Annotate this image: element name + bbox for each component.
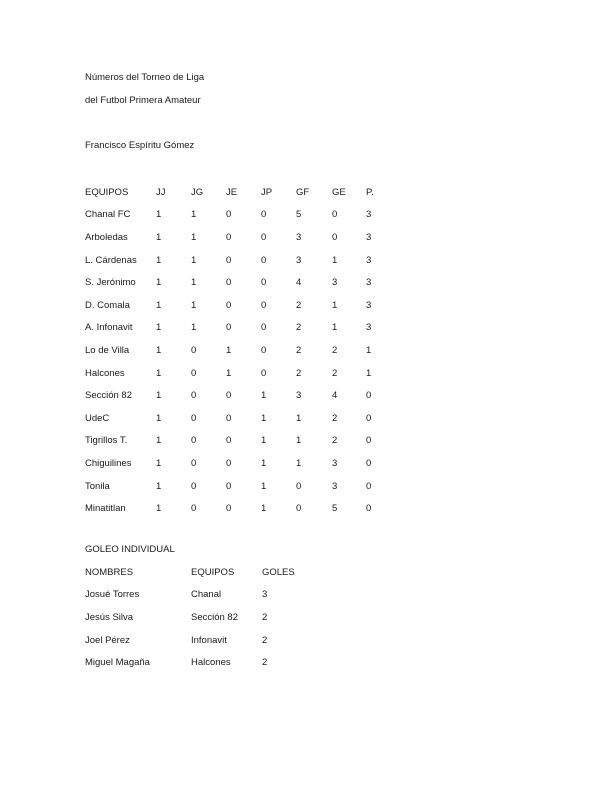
gf-cell: 2 [296,299,302,311]
ge-cell: 1 [332,254,338,266]
goleo-table [85,561,302,674]
team-name-cell: A. Infonavit [85,322,133,334]
jp-cell: 0 [261,254,267,266]
scorer-team-cell: Infonavit [191,634,227,646]
points-cell: 3 [366,254,372,266]
ge-cell: 0 [332,231,338,243]
col-header-je: JE [226,186,238,198]
jg-cell: 1 [191,277,197,289]
scorer-name-cell: Miguel Magaña [85,657,150,669]
standings-table [85,181,386,520]
document-author: Francisco Espíritu Gómez [85,140,195,151]
team-name-cell: Minatitlan [85,503,126,515]
jp-cell: 0 [261,367,267,379]
team-name-cell: UdeC [85,412,110,424]
table-row [85,339,386,362]
table-row [85,584,302,607]
table-row [85,606,302,629]
col-header-goles: GOLES [262,566,295,578]
col-header-jg: JG [191,186,204,198]
jg-cell: 0 [191,480,197,492]
gf-cell: 2 [296,344,302,356]
goals-cell: 2 [262,634,268,646]
scorer-name-cell: Josué Torres [85,589,140,601]
points-cell: 3 [366,277,372,289]
jp-cell: 1 [261,390,267,402]
table-row [85,317,386,340]
scorer-team-cell: Halcones [191,657,231,669]
je-cell: 0 [226,480,232,492]
team-name-cell: Chiguilines [85,457,132,469]
jp-cell: 1 [261,457,267,469]
col-header-nombres: NOMBRES [85,566,134,578]
scorer-name-cell: Joel Pérez [85,634,130,646]
table-row [85,629,302,652]
col-header-p: P. [366,186,374,198]
table-row [85,204,386,227]
col-header-ge: GE [332,186,346,198]
je-cell: 1 [226,367,232,379]
jj-cell: 1 [156,457,162,469]
team-name-cell: Tonila [85,480,110,492]
points-cell: 3 [366,322,372,334]
gf-cell: 2 [296,367,302,379]
table-row [85,294,386,317]
gf-cell: 0 [296,503,302,515]
table-row [85,651,302,674]
jg-cell: 0 [191,390,197,402]
jj-cell: 1 [156,344,162,356]
scorer-team-cell: Chanal [191,589,222,601]
jj-cell: 1 [156,435,162,447]
points-cell: 0 [366,457,372,469]
ge-cell: 1 [332,322,338,334]
jg-cell: 0 [191,412,197,424]
jj-cell: 1 [156,254,162,266]
je-cell: 0 [226,390,232,402]
points-cell: 0 [366,480,372,492]
table-row [85,407,386,430]
je-cell: 1 [226,344,232,356]
je-cell: 0 [226,503,232,515]
col-header-equipos: EQUIPOS [85,186,129,198]
team-name-cell: L. Cárdenas [85,254,137,266]
jp-cell: 0 [261,344,267,356]
jg-cell: 1 [191,254,197,266]
document-title-line-1: Números del Torneo de Liga [85,72,205,83]
je-cell: 0 [226,277,232,289]
jj-cell: 1 [156,412,162,424]
jg-cell: 1 [191,299,197,311]
col-header-gf: GF [296,186,310,198]
jg-cell: 0 [191,344,197,356]
je-cell: 0 [226,457,232,469]
table-row [85,362,386,385]
standings-header-row [85,181,386,204]
ge-cell: 3 [332,277,338,289]
jg-cell: 0 [191,457,197,469]
ge-cell: 1 [332,299,338,311]
jp-cell: 0 [261,277,267,289]
jp-cell: 1 [261,412,267,424]
jp-cell: 1 [261,503,267,515]
jj-cell: 1 [156,367,162,379]
team-name-cell: Lo de Villa [85,344,130,356]
table-row [85,475,386,498]
jj-cell: 1 [156,322,162,334]
ge-cell: 2 [332,435,338,447]
jj-cell: 1 [156,231,162,243]
jp-cell: 0 [261,322,267,334]
je-cell: 0 [226,412,232,424]
ge-cell: 4 [332,390,338,402]
document-title-line-2: del Futbol Primera Amateur [85,95,201,106]
ge-cell: 2 [332,367,338,379]
points-cell: 1 [366,344,372,356]
jp-cell: 1 [261,480,267,492]
scorer-name-cell: Jesús Silva [85,611,134,623]
points-cell: 3 [366,209,372,221]
table-row [85,384,386,407]
jp-cell: 0 [261,299,267,311]
points-cell: 3 [366,231,372,243]
points-cell: 0 [366,390,372,402]
ge-cell: 3 [332,457,338,469]
goals-cell: 2 [262,611,268,623]
col-header-equipos: EQUIPOS [191,566,235,578]
points-cell: 0 [366,503,372,515]
gf-cell: 1 [296,412,302,424]
gf-cell: 3 [296,231,302,243]
table-row [85,452,386,475]
ge-cell: 0 [332,209,338,221]
points-cell: 1 [366,367,372,379]
col-header-jj: JJ [156,186,166,198]
je-cell: 0 [226,231,232,243]
gf-cell: 1 [296,435,302,447]
points-cell: 0 [366,412,372,424]
col-header-jp: JP [261,186,273,198]
jg-cell: 1 [191,322,197,334]
goleo-header-row [85,561,302,584]
team-name-cell: D. Comala [85,299,130,311]
goals-cell: 3 [262,589,268,601]
jj-cell: 1 [156,299,162,311]
team-name-cell: Chanal FC [85,209,131,221]
je-cell: 0 [226,299,232,311]
jp-cell: 0 [261,209,267,221]
points-cell: 3 [366,299,372,311]
gf-cell: 3 [296,254,302,266]
ge-cell: 5 [332,503,338,515]
je-cell: 0 [226,254,232,266]
je-cell: 0 [226,322,232,334]
jp-cell: 0 [261,231,267,243]
table-row [85,497,386,520]
jg-cell: 0 [191,503,197,515]
jj-cell: 1 [156,390,162,402]
jp-cell: 1 [261,435,267,447]
gf-cell: 2 [296,322,302,334]
ge-cell: 2 [332,412,338,424]
scorer-team-cell: Sección 82 [191,611,239,623]
team-name-cell: Halcones [85,367,125,379]
gf-cell: 5 [296,209,302,221]
gf-cell: 1 [296,457,302,469]
table-row [85,249,386,272]
ge-cell: 3 [332,480,338,492]
team-name-cell: Sección 82 [85,390,133,402]
team-name-cell: Arboledas [85,231,128,243]
ge-cell: 2 [332,344,338,356]
gf-cell: 3 [296,390,302,402]
jg-cell: 0 [191,435,197,447]
jg-cell: 1 [191,209,197,221]
jj-cell: 1 [156,277,162,289]
goleo-section-title: GOLEO INDIVIDUAL [85,544,175,555]
jj-cell: 1 [156,209,162,221]
jj-cell: 1 [156,503,162,515]
jg-cell: 0 [191,367,197,379]
goals-cell: 2 [262,657,268,669]
table-row [85,226,386,249]
je-cell: 0 [226,435,232,447]
table-row [85,271,386,294]
team-name-cell: S. Jerónimo [85,277,136,289]
team-name-cell: Tigrillos T. [85,435,128,447]
je-cell: 0 [226,209,232,221]
jj-cell: 1 [156,480,162,492]
gf-cell: 0 [296,480,302,492]
points-cell: 0 [366,435,372,447]
jg-cell: 1 [191,231,197,243]
table-row [85,430,386,453]
gf-cell: 4 [296,277,302,289]
